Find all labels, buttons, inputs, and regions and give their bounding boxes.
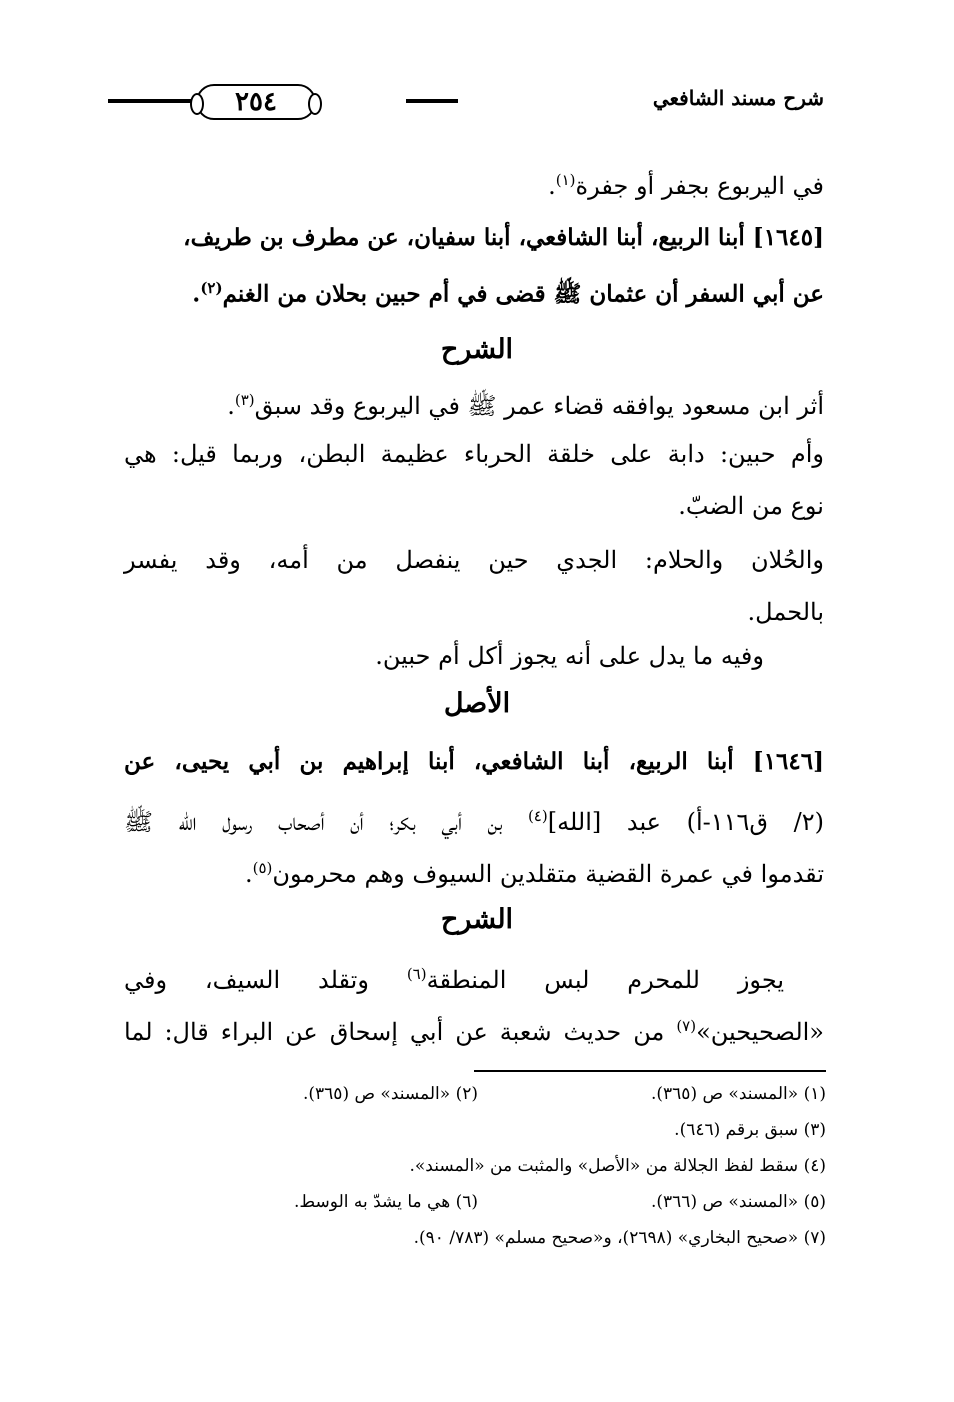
text-span: بن أبي بكر؛ أن أصحاب رسول الله ﷺ: [124, 808, 503, 836]
text-line: بالحمل.: [747, 598, 824, 626]
text-span: في اليربوع بجفر أو جفرة: [575, 172, 824, 200]
text-line: تقدموا في عمرة القضية متقلدين السيوف وهم محرمون$^{(٥)}$.: [244, 859, 824, 888]
footnote-ref: (٧): [676, 1017, 697, 1035]
section-heading: الأصل: [443, 688, 511, 719]
text-span: أثر ابن مسعود يوافقه قضاء عمر ﷺ في اليربوع وقد سبق: [254, 392, 824, 420]
text-line: [١٦٤٦] أبنا الربيع، أبنا الشافعي، أبنا إبراهيم بن أبي يحيى، عن: [124, 748, 824, 775]
page-number: ٢٥٤: [196, 84, 316, 120]
text-span: (٢/ ق١١٦-أ) عبد [الله]: [547, 808, 824, 836]
footnote-ref: (٤): [527, 807, 548, 825]
footnote: (١) «المسند» ص (٣٦٥).: [650, 1084, 826, 1104]
footnote-separator: [474, 1070, 826, 1072]
footnote: (٧) «صحيح البخاري» (٢٦٩٨)، و«صحيح مسلم» (٧٨٣/ ٩٠).: [413, 1228, 826, 1248]
text-span: يجوز للمحرم لبس المنطقة: [426, 966, 784, 994]
text-line: [124, 218, 824, 258]
text-span: من حديث شعبة عن أبي إسحاق عن البراء قال: لما: [124, 1018, 665, 1046]
footnote-ref: (١): [555, 171, 576, 189]
footnote: (٢) «المسند» ص (٣٦٥).: [302, 1084, 478, 1104]
text-line: عن أبي السفر أن عثمان ﷺ قضى في أم حبين بحلان من الغنم$^{(٢)}$.: [192, 279, 824, 308]
footnote-ref: (٢): [200, 279, 223, 297]
footnote: (٤) سقط لفظ الجلالة من «الأصل» والمثبت من «المسند».: [409, 1156, 826, 1176]
text-line: في اليربوع بجفر أو جفرة$^{(١)}$.: [548, 171, 824, 200]
text-span: عن أبي السفر أن عثمان ﷺ قضى في أم حبين بحلان من الغنم: [222, 280, 824, 308]
text-line: [124, 796, 824, 842]
text-span: [١٦٤٥] أبنا الربيع، أبنا الشافعي، أبنا سفيان، عن مطرف بن طريف،: [183, 224, 824, 251]
text-line: وأم حبين: دابة على خلقة الحرباء عظيمة البطن، وربما قيل: هي: [124, 440, 824, 468]
footnote: (٦) هي ما يشدّ به الوسط.: [294, 1192, 478, 1212]
text-line: [124, 954, 824, 1000]
header-rule: [406, 99, 458, 103]
text-line: والحُلان والحلام: الجدي حين ينفصل من أمه، وقد يفسر: [124, 546, 824, 574]
footnote-ref: (٦): [406, 965, 427, 983]
section-heading: الشرح: [440, 334, 514, 365]
footnote-ref: (٣): [234, 391, 255, 409]
footnote-ref: (٥): [252, 859, 273, 877]
page-header: [108, 84, 826, 122]
text-line: نوع من الضبّ.: [678, 492, 824, 520]
running-title: شرح مسند الشافعي: [652, 86, 824, 110]
text-line: أثر ابن مسعود يوافقه قضاء عمر ﷺ في اليربوع وقد سبق$^{(٣)}$.: [227, 391, 824, 420]
section-heading: الشرح: [440, 904, 514, 935]
text-line: وفيه ما يدل على أنه يجوز أكل أم حبين.: [375, 642, 764, 670]
text-span: وتقلد السيف، وفي: [124, 966, 369, 994]
footnote: (٣) سبق برقم (٦٤٦).: [674, 1120, 826, 1140]
text-line: [124, 1006, 824, 1052]
text-span: «الصحيحين»: [696, 1018, 824, 1046]
footnote: (٥) «المسند» ص (٣٦٦).: [650, 1192, 826, 1212]
text-span: تقدموا في عمرة القضية متقلدين السيوف وهم محرمون: [272, 860, 824, 888]
